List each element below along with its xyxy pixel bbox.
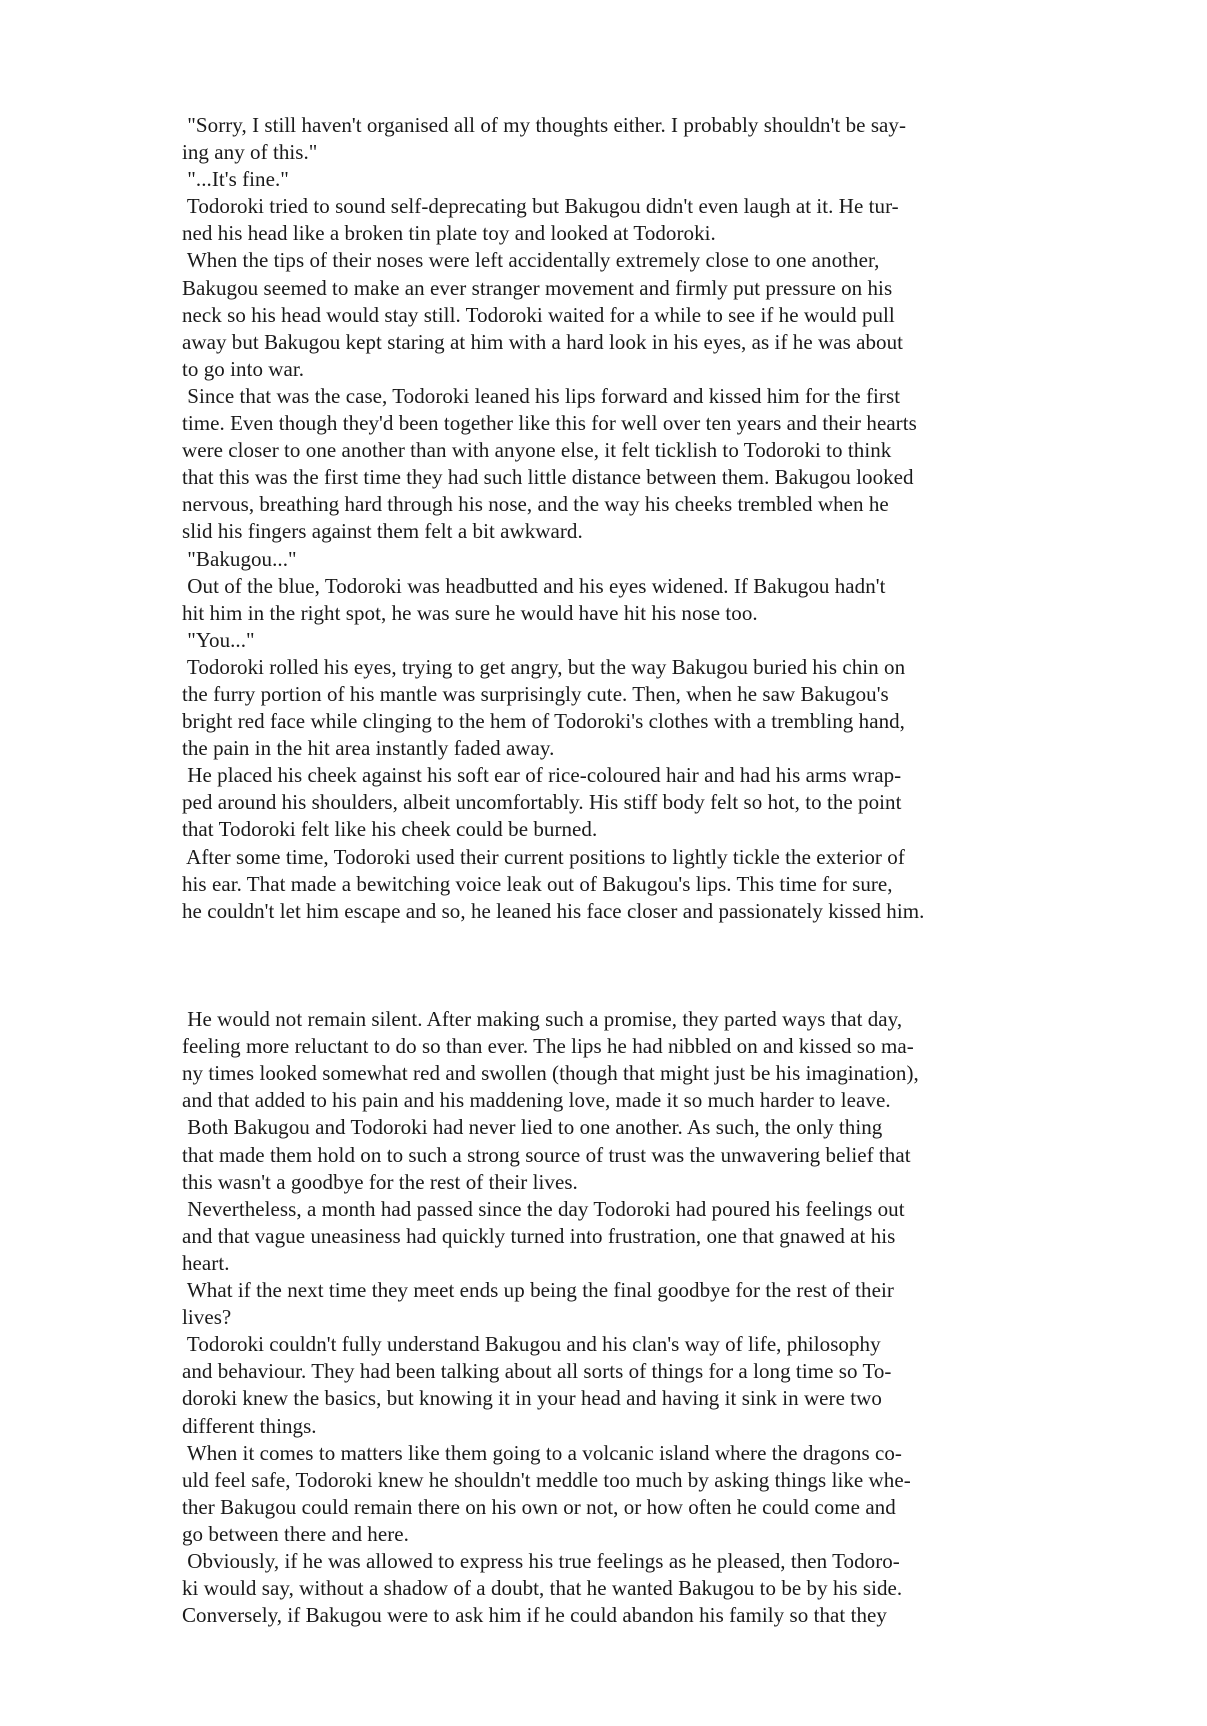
text-line: that this was the first time they had such little distance between them. Bakugou looked	[182, 465, 914, 490]
text-line: Both Bakugou and Todoroki had never lied to one another. As such, the only thing	[182, 1115, 883, 1140]
text-line: he couldn't let him escape and so, he leaned his face closer and passionately kissed him.	[182, 898, 925, 923]
text-line: ny times looked somewhat red and swollen (though that might just be his imagination),	[182, 1061, 919, 1086]
text-line: Nevertheless, a month had passed since the day Todoroki had poured his feelings out	[182, 1196, 905, 1221]
text-line: ing any of this."	[182, 140, 318, 165]
text-line: Obviously, if he was allowed to express his true feelings as he pleased, then Todoro-	[182, 1548, 900, 1573]
text-line: his ear. That made a bewitching voice leak out of Bakugou's lips. This time for sure,	[182, 871, 893, 896]
text-line: that Todoroki felt like his cheek could be burned.	[182, 817, 598, 842]
text-line: to go into war.	[182, 356, 305, 381]
text-line: "You..."	[182, 627, 255, 652]
text-line: doroki knew the basics, but knowing it in your head and having it sink in were two	[182, 1386, 882, 1411]
text-line: lives?	[182, 1305, 232, 1330]
text-line: When the tips of their noses were left accidentally extremely close to one another,	[182, 248, 880, 273]
text-line: slid his fingers against them felt a bit awkward.	[182, 519, 583, 544]
text-line: After some time, Todoroki used their current positions to lightly tickle the exterior of	[182, 844, 905, 869]
text-line: neck so his head would stay still. Todoroki waited for a while to see if he would pull	[182, 302, 895, 327]
text-line: Todoroki tried to sound self-deprecating but Bakugou didn't even laugh at it. He tur-	[182, 194, 899, 219]
text-line: ki would say, without a shadow of a doubt, that he wanted Bakugou to be by his side.	[182, 1576, 903, 1601]
section-break	[182, 925, 1048, 1006]
section-1	[182, 112, 1048, 925]
text-line: He placed his cheek against his soft ear of rice-coloured hair and had his arms wrap-	[182, 763, 902, 788]
text-line: ned his head like a broken tin plate toy and looked at Todoroki.	[182, 221, 716, 246]
text-line: were closer to one another than with anyone else, it felt ticklish to Todoroki to think	[182, 438, 892, 463]
text-line: away but Bakugou kept staring at him with a hard look in his eyes, as if he was about	[182, 329, 904, 354]
section-2	[182, 1006, 1048, 1629]
text-line: When it comes to matters like them going to a volcanic island where the dragons co-	[182, 1440, 902, 1465]
text-line: "Sorry, I still haven't organised all of my thoughts either. I probably shouldn't be say-	[182, 113, 907, 137]
text-line: uld feel safe, Todoroki knew he shouldn't meddle too much by asking things like whe-	[182, 1467, 911, 1492]
text-line: different things.	[182, 1413, 317, 1438]
text-line: Todoroki couldn't fully understand Bakugou and his clan's way of life, philosophy	[182, 1332, 881, 1357]
text-line: the furry portion of his mantle was surprisingly cute. Then, when he saw Bakugou's	[182, 681, 889, 706]
text-line: and that vague uneasiness had quickly turned into frustration, one that gnawed at his	[182, 1223, 896, 1248]
text-line: ped around his shoulders, albeit uncomfortably. His stiff body felt so hot, to the point	[182, 790, 902, 815]
text-line: nervous, breathing hard through his nose, and the way his cheeks trembled when he	[182, 492, 889, 517]
text-line: hit him in the right spot, he was sure he would have hit his nose too.	[182, 600, 758, 625]
text-line: that made them hold on to such a strong source of trust was the unwavering belief that	[182, 1142, 911, 1167]
text-line: this wasn't a goodbye for the rest of their lives.	[182, 1169, 578, 1194]
text-line: Out of the blue, Todoroki was headbutted and his eyes widened. If Bakugou hadn't	[182, 573, 886, 598]
text-line: go between there and here.	[182, 1521, 409, 1546]
text-line: and that added to his pain and his maddening love, made it so much harder to leave.	[182, 1088, 891, 1113]
text-line: time. Even though they'd been together like this for well over ten years and their hearts	[182, 411, 917, 436]
text-line: Todoroki rolled his eyes, trying to get angry, but the way Bakugou buried his chin on	[182, 654, 906, 679]
text-line: What if the next time they meet ends up being the final goodbye for the rest of their	[182, 1278, 894, 1303]
text-line: ther Bakugou could remain there on his own or not, or how often he could come and	[182, 1494, 896, 1519]
text-line: "Bakugou..."	[182, 546, 297, 571]
text-line: the pain in the hit area instantly faded away.	[182, 736, 555, 761]
text-line: and behaviour. They had been talking about all sorts of things for a long time so To-	[182, 1359, 892, 1384]
text-line: feeling more reluctant to do so than ever. The lips he had nibbled on and kissed so ma-	[182, 1034, 914, 1059]
text-line: "...It's fine."	[182, 167, 289, 192]
page-text	[182, 112, 1048, 1629]
text-line: heart.	[182, 1250, 230, 1275]
text-line: bright red face while clinging to the hem of Todoroki's clothes with a trembling hand,	[182, 709, 905, 734]
text-line: Bakugou seemed to make an ever stranger movement and firmly put pressure on his	[182, 275, 893, 300]
text-line: He would not remain silent. After making such a promise, they parted ways that day,	[182, 1007, 903, 1032]
text-line: Conversely, if Bakugou were to ask him if he could abandon his family so that they	[182, 1603, 887, 1628]
text-line: Since that was the case, Todoroki leaned his lips forward and kissed him for the first	[182, 383, 901, 408]
